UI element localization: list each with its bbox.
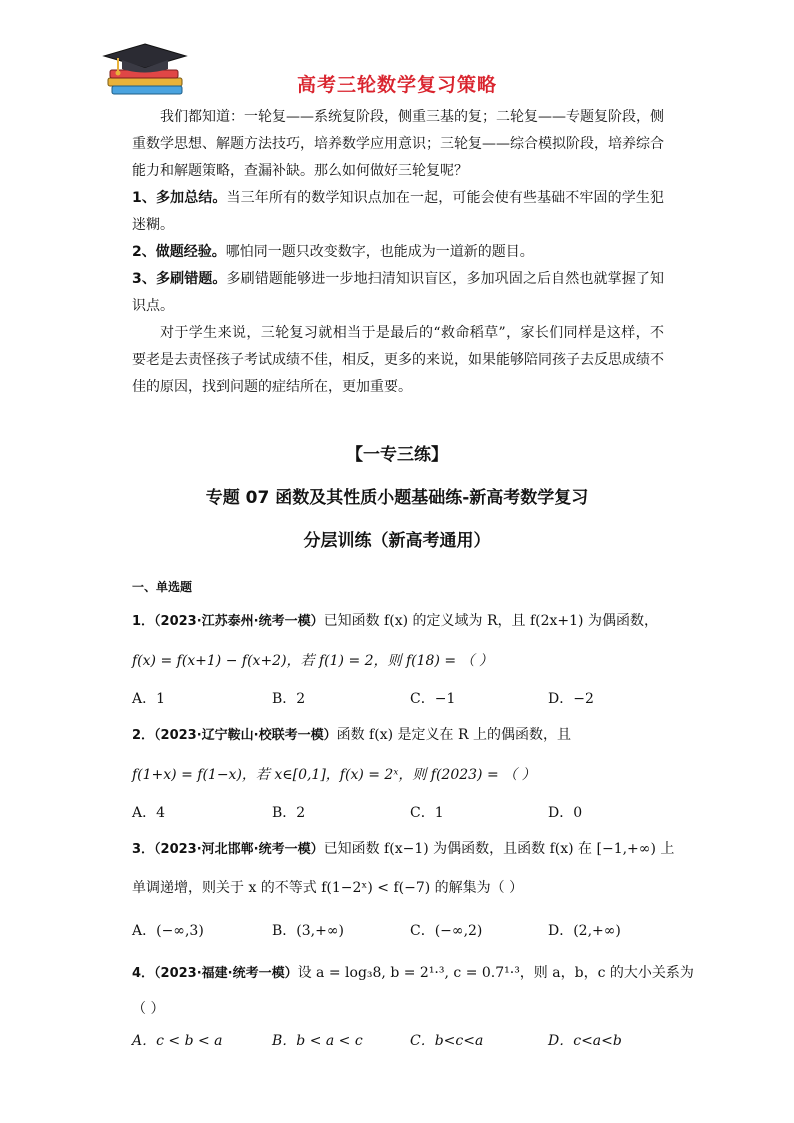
option-a[interactable]: A．(−∞,3) [132, 923, 204, 939]
tip-2 [132, 239, 664, 266]
tip-2-title: 2、做题经验。 [132, 244, 226, 260]
tip-3 [132, 266, 664, 320]
option-c[interactable]: C．(−∞,2) [410, 923, 483, 939]
intro-paragraph-1: 我们都知道：一轮复——系统复阶段，侧重三基的复；二轮复——专题复阶段，侧重数学思想、解题方法技巧，培养数学应用意识；三轮复——综合模拟阶段，培养综合能力和解题策略，查漏补缺。那么如何做好三轮复呢？ [132, 109, 664, 179]
question-2-line-2: f(1+x) = f(1−x)，若 x∈[0,1]，f(x) = 2ˣ，则 f(2023) = （ ） [132, 767, 536, 783]
option-d[interactable]: D．(2,+∞) [548, 923, 621, 939]
question-1-number: 1． [132, 614, 155, 629]
option-a[interactable]: A．4 [132, 805, 166, 821]
question-1-line-2: f(x) = f(x+1) − f(x+2)，若 f(1) = 2，则 f(18) = （ ） [132, 653, 493, 669]
option-b[interactable]: B．2 [272, 805, 306, 821]
question-3-line-2: 单调递增，则关于 x 的不等式 f(1−2ˣ) < f(−7) 的解集为（ ） [132, 880, 524, 896]
tip-3-text: 多刷错题能够进一步地扫清知识盲区，多加巩固之后自然也就掌握了知识点。 [132, 271, 664, 314]
option-b[interactable]: B．b < a < c [272, 1033, 363, 1049]
question-2-line-1 [132, 724, 571, 744]
option-c[interactable]: C．b<c<a [410, 1033, 484, 1049]
question-4-source: （2023·福建·统考一模） [154, 966, 298, 981]
question-3-stem: 已知函数 f(x−1) 为偶函数，且函数 f(x) 在 [−1,+∞) 上 [323, 841, 675, 857]
tip-3-title: 3、多刷错题。 [132, 271, 227, 287]
option-d[interactable]: D．0 [548, 805, 583, 821]
question-4-stem: 设 a = log₃8, b = 2¹·³, c = 0.7¹·³，则 a，b，c 的大小关系为 [297, 965, 694, 981]
tip-2-text: 哪怕同一题只改变数字，也能成为一道新的题目。 [225, 244, 534, 260]
option-a[interactable]: A．1 [132, 691, 166, 707]
intro-paragraph-2: 对于学生来说，三轮复习就相当于是最后的“救命稻草”，家长们同样是这样，不要老是去责怪孩子考试成绩不佳，相反，更多的来说，如果能够陪同孩子去反思成绩不佳的原因，找到问题的症结所在，更加重要。 [132, 325, 664, 395]
option-d[interactable]: D．c<a<b [548, 1033, 622, 1049]
option-d[interactable]: D．−2 [548, 691, 594, 707]
tip-1 [132, 185, 664, 239]
question-2-source: （2023·辽宁鞍山·校联考一模） [154, 728, 337, 743]
option-c[interactable]: C．1 [410, 805, 444, 821]
question-1-source: （2023·江苏泰州·统考一模） [154, 614, 324, 629]
question-1-stem: 已知函数 f(x) 的定义域为 R，且 f(2x+1) 为偶函数， [323, 613, 658, 629]
question-4-number: 4． [132, 966, 155, 981]
option-b[interactable]: B．2 [272, 691, 306, 707]
section-heading: 一、单选题 [132, 580, 193, 594]
topic-title-line-1: 专题 07 函数及其性质小题基础练-新高考数学复习 [205, 488, 589, 508]
question-2-number: 2． [132, 728, 155, 743]
tip-1-text: 当三年所有的数学知识点加在一起，可能会使有些基础不牢固的学生犯迷糊。 [132, 190, 664, 233]
question-3-line-1 [132, 838, 674, 858]
option-a[interactable]: A．c < b < a [132, 1033, 223, 1049]
topic-title-line-2: 分层训练（新高考通用） [303, 531, 491, 551]
option-c[interactable]: C．−1 [410, 691, 456, 707]
intro-text [132, 104, 664, 401]
tip-1-title: 1、多加总结。 [132, 190, 227, 206]
question-1-line-1 [132, 610, 658, 630]
question-4-line-1 [132, 962, 694, 982]
question-4-line-2: （ ） [132, 1001, 165, 1017]
option-b[interactable]: B．(3,+∞) [272, 923, 344, 939]
question-3-source: （2023·河北邯郸·统考一模） [154, 842, 324, 857]
question-3-number: 3． [132, 842, 155, 857]
topic-tag: 【一专三练】 [346, 445, 448, 465]
question-2-stem: 函数 f(x) 是定义在 R 上的偶函数，且 [336, 727, 571, 743]
banner-title: 高考三轮数学复习策略 [296, 74, 497, 96]
